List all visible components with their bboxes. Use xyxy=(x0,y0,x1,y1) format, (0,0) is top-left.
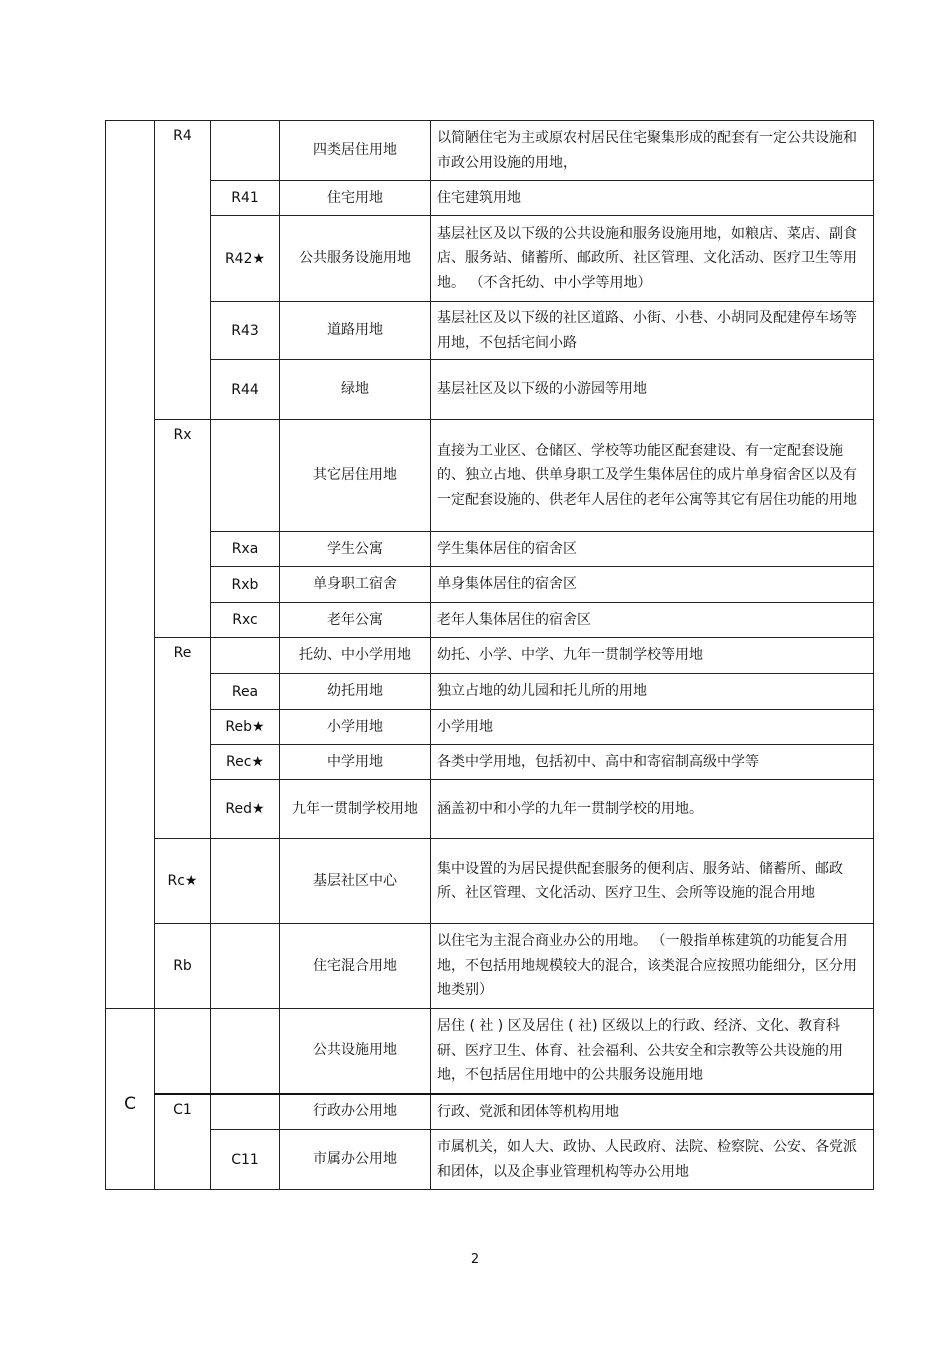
table-row xyxy=(106,710,874,745)
category-description-cell: 基层社区及以下级的公共设施和服务设施用地，如粮店、菜店、副食店、服务站、储蓄所、邮政所、社区管理、文化活动、医疗卫生等用地。 （不含托幼、中小学等用地） xyxy=(431,216,874,302)
category-name-cell: 单身职工宿舍 xyxy=(280,567,431,603)
category-description-cell: 住宅建筑用地 xyxy=(431,181,874,216)
table-row xyxy=(106,216,874,302)
subcategory-code-cell: Rxa xyxy=(211,532,280,567)
category-description-cell: 单身集体居住的宿舍区 xyxy=(431,567,874,603)
category-name-cell: 行政办公用地 xyxy=(280,1094,431,1130)
table-row xyxy=(106,360,874,420)
category-description-cell: 直接为工业区、仓储区、学校等功能区配套建设、有一定配套设施的、独立占地、供单身职工及学生集体居住的成片单身宿舍区以及有一定配套设施的、供老年人居住的老年公寓等其它有居住功能的用地 xyxy=(431,420,874,532)
subcategory-code-cell: Red★ xyxy=(211,780,280,839)
table-row xyxy=(106,121,874,181)
category-description-cell: 老年人集体居住的宿舍区 xyxy=(431,603,874,638)
category-code-cell: Rx xyxy=(155,420,211,638)
category-description-cell: 行政、党派和团体等机构用地 xyxy=(431,1094,874,1130)
category-description-cell: 基层社区及以下级的小游园等用地 xyxy=(431,360,874,420)
category-name-cell: 公共服务设施用地 xyxy=(280,216,431,302)
category-name-cell: 老年公寓 xyxy=(280,603,431,638)
category-name-cell: 其它居住用地 xyxy=(280,420,431,532)
category-description-cell: 涵盖初中和小学的九年一贯制学校的用地。 xyxy=(431,780,874,839)
table-row xyxy=(106,532,874,567)
subcategory-code-cell: C11 xyxy=(211,1130,280,1190)
category-description-cell: 学生集体居住的宿舍区 xyxy=(431,532,874,567)
category-description-cell: 小学用地 xyxy=(431,710,874,745)
subcategory-code-cell xyxy=(211,638,280,674)
category-name-cell: 基层社区中心 xyxy=(280,839,431,924)
table-row xyxy=(106,420,874,532)
category-name-cell: 中学用地 xyxy=(280,745,431,780)
table-row xyxy=(106,567,874,603)
category-code-cell: Rb xyxy=(155,924,211,1009)
category-description-cell: 以简陋住宅为主或原农村居民住宅聚集形成的配套有一定公共设施和市政公用设施的用地， xyxy=(431,121,874,181)
category-name-cell: 住宅混合用地 xyxy=(280,924,431,1009)
subcategory-code-cell: R41 xyxy=(211,181,280,216)
major-category-cell xyxy=(106,121,155,1009)
category-name-cell: 住宅用地 xyxy=(280,181,431,216)
category-name-cell: 托幼、中小学用地 xyxy=(280,638,431,674)
subcategory-code-cell: Rea xyxy=(211,674,280,710)
category-code-cell: C1 xyxy=(155,1094,211,1190)
category-code-cell xyxy=(155,1009,211,1094)
category-code-cell: R4 xyxy=(155,121,211,420)
category-name-cell: 绿地 xyxy=(280,360,431,420)
table-row xyxy=(106,1130,874,1190)
category-description-cell: 幼托、小学、中学、九年一贯制学校等用地 xyxy=(431,638,874,674)
category-description-cell: 以住宅为主混合商业办公的用地。 （一般指单栋建筑的功能复合用地，不包括用地规模较大的混合，该类混合应按照功能细分，区分用地类别） xyxy=(431,924,874,1009)
table-row xyxy=(106,780,874,839)
table-row xyxy=(106,924,874,1009)
subcategory-code-cell xyxy=(211,1009,280,1094)
category-code-cell: Re xyxy=(155,638,211,839)
table-row xyxy=(106,1094,874,1130)
category-code-cell: Rc★ xyxy=(155,839,211,924)
category-name-cell: 九年一贯制学校用地 xyxy=(280,780,431,839)
table-row xyxy=(106,302,874,360)
subcategory-code-cell xyxy=(211,121,280,181)
subcategory-code-cell: Rxc xyxy=(211,603,280,638)
subcategory-code-cell xyxy=(211,1094,280,1130)
table-row xyxy=(106,603,874,638)
category-name-cell: 公共设施用地 xyxy=(280,1009,431,1094)
table-row xyxy=(106,638,874,674)
category-name-cell: 四类居住用地 xyxy=(280,121,431,181)
category-name-cell: 道路用地 xyxy=(280,302,431,360)
category-description-cell: 居住 ( 社 ) 区及居住 ( 社) 区级以上的行政、经济、文化、教育科研、医疗卫生、体育、社会福利、公共安全和宗教等公共设施的用地，不包括居住用地中的公共服务设施用地 xyxy=(431,1009,874,1094)
table-row xyxy=(106,745,874,780)
category-name-cell: 市属办公用地 xyxy=(280,1130,431,1190)
subcategory-code-cell xyxy=(211,924,280,1009)
subcategory-code-cell: R44 xyxy=(211,360,280,420)
major-category-cell: C xyxy=(106,1009,155,1190)
table-row xyxy=(106,839,874,924)
subcategory-code-cell: Rec★ xyxy=(211,745,280,780)
category-name-cell: 学生公寓 xyxy=(280,532,431,567)
category-description-cell: 市属机关，如人大、政协、人民政府、法院、检察院、公安、各党派和团体，以及企事业管理机构等办公用地 xyxy=(431,1130,874,1190)
subcategory-code-cell xyxy=(211,420,280,532)
subcategory-code-cell: R42★ xyxy=(211,216,280,302)
category-name-cell: 小学用地 xyxy=(280,710,431,745)
subcategory-code-cell: Reb★ xyxy=(211,710,280,745)
table-row xyxy=(106,1009,874,1094)
category-description-cell: 各类中学用地，包括初中、高中和寄宿制高级中学等 xyxy=(431,745,874,780)
subcategory-code-cell: R43 xyxy=(211,302,280,360)
category-description-cell: 集中设置的为居民提供配套服务的便利店、服务站、储蓄所、邮政所、社区管理、文化活动、医疗卫生、会所等设施的混合用地 xyxy=(431,839,874,924)
subcategory-code-cell: Rxb xyxy=(211,567,280,603)
category-description-cell: 基层社区及以下级的社区道路、小街、小巷、小胡同及配建停车场等用地，不包括宅间小路 xyxy=(431,302,874,360)
category-name-cell: 幼托用地 xyxy=(280,674,431,710)
page-number: 2 xyxy=(470,1252,480,1267)
table-row xyxy=(106,181,874,216)
land-use-table xyxy=(105,120,874,1190)
table-row xyxy=(106,674,874,710)
category-description-cell: 独立占地的幼儿园和托儿所的用地 xyxy=(431,674,874,710)
subcategory-code-cell xyxy=(211,839,280,924)
